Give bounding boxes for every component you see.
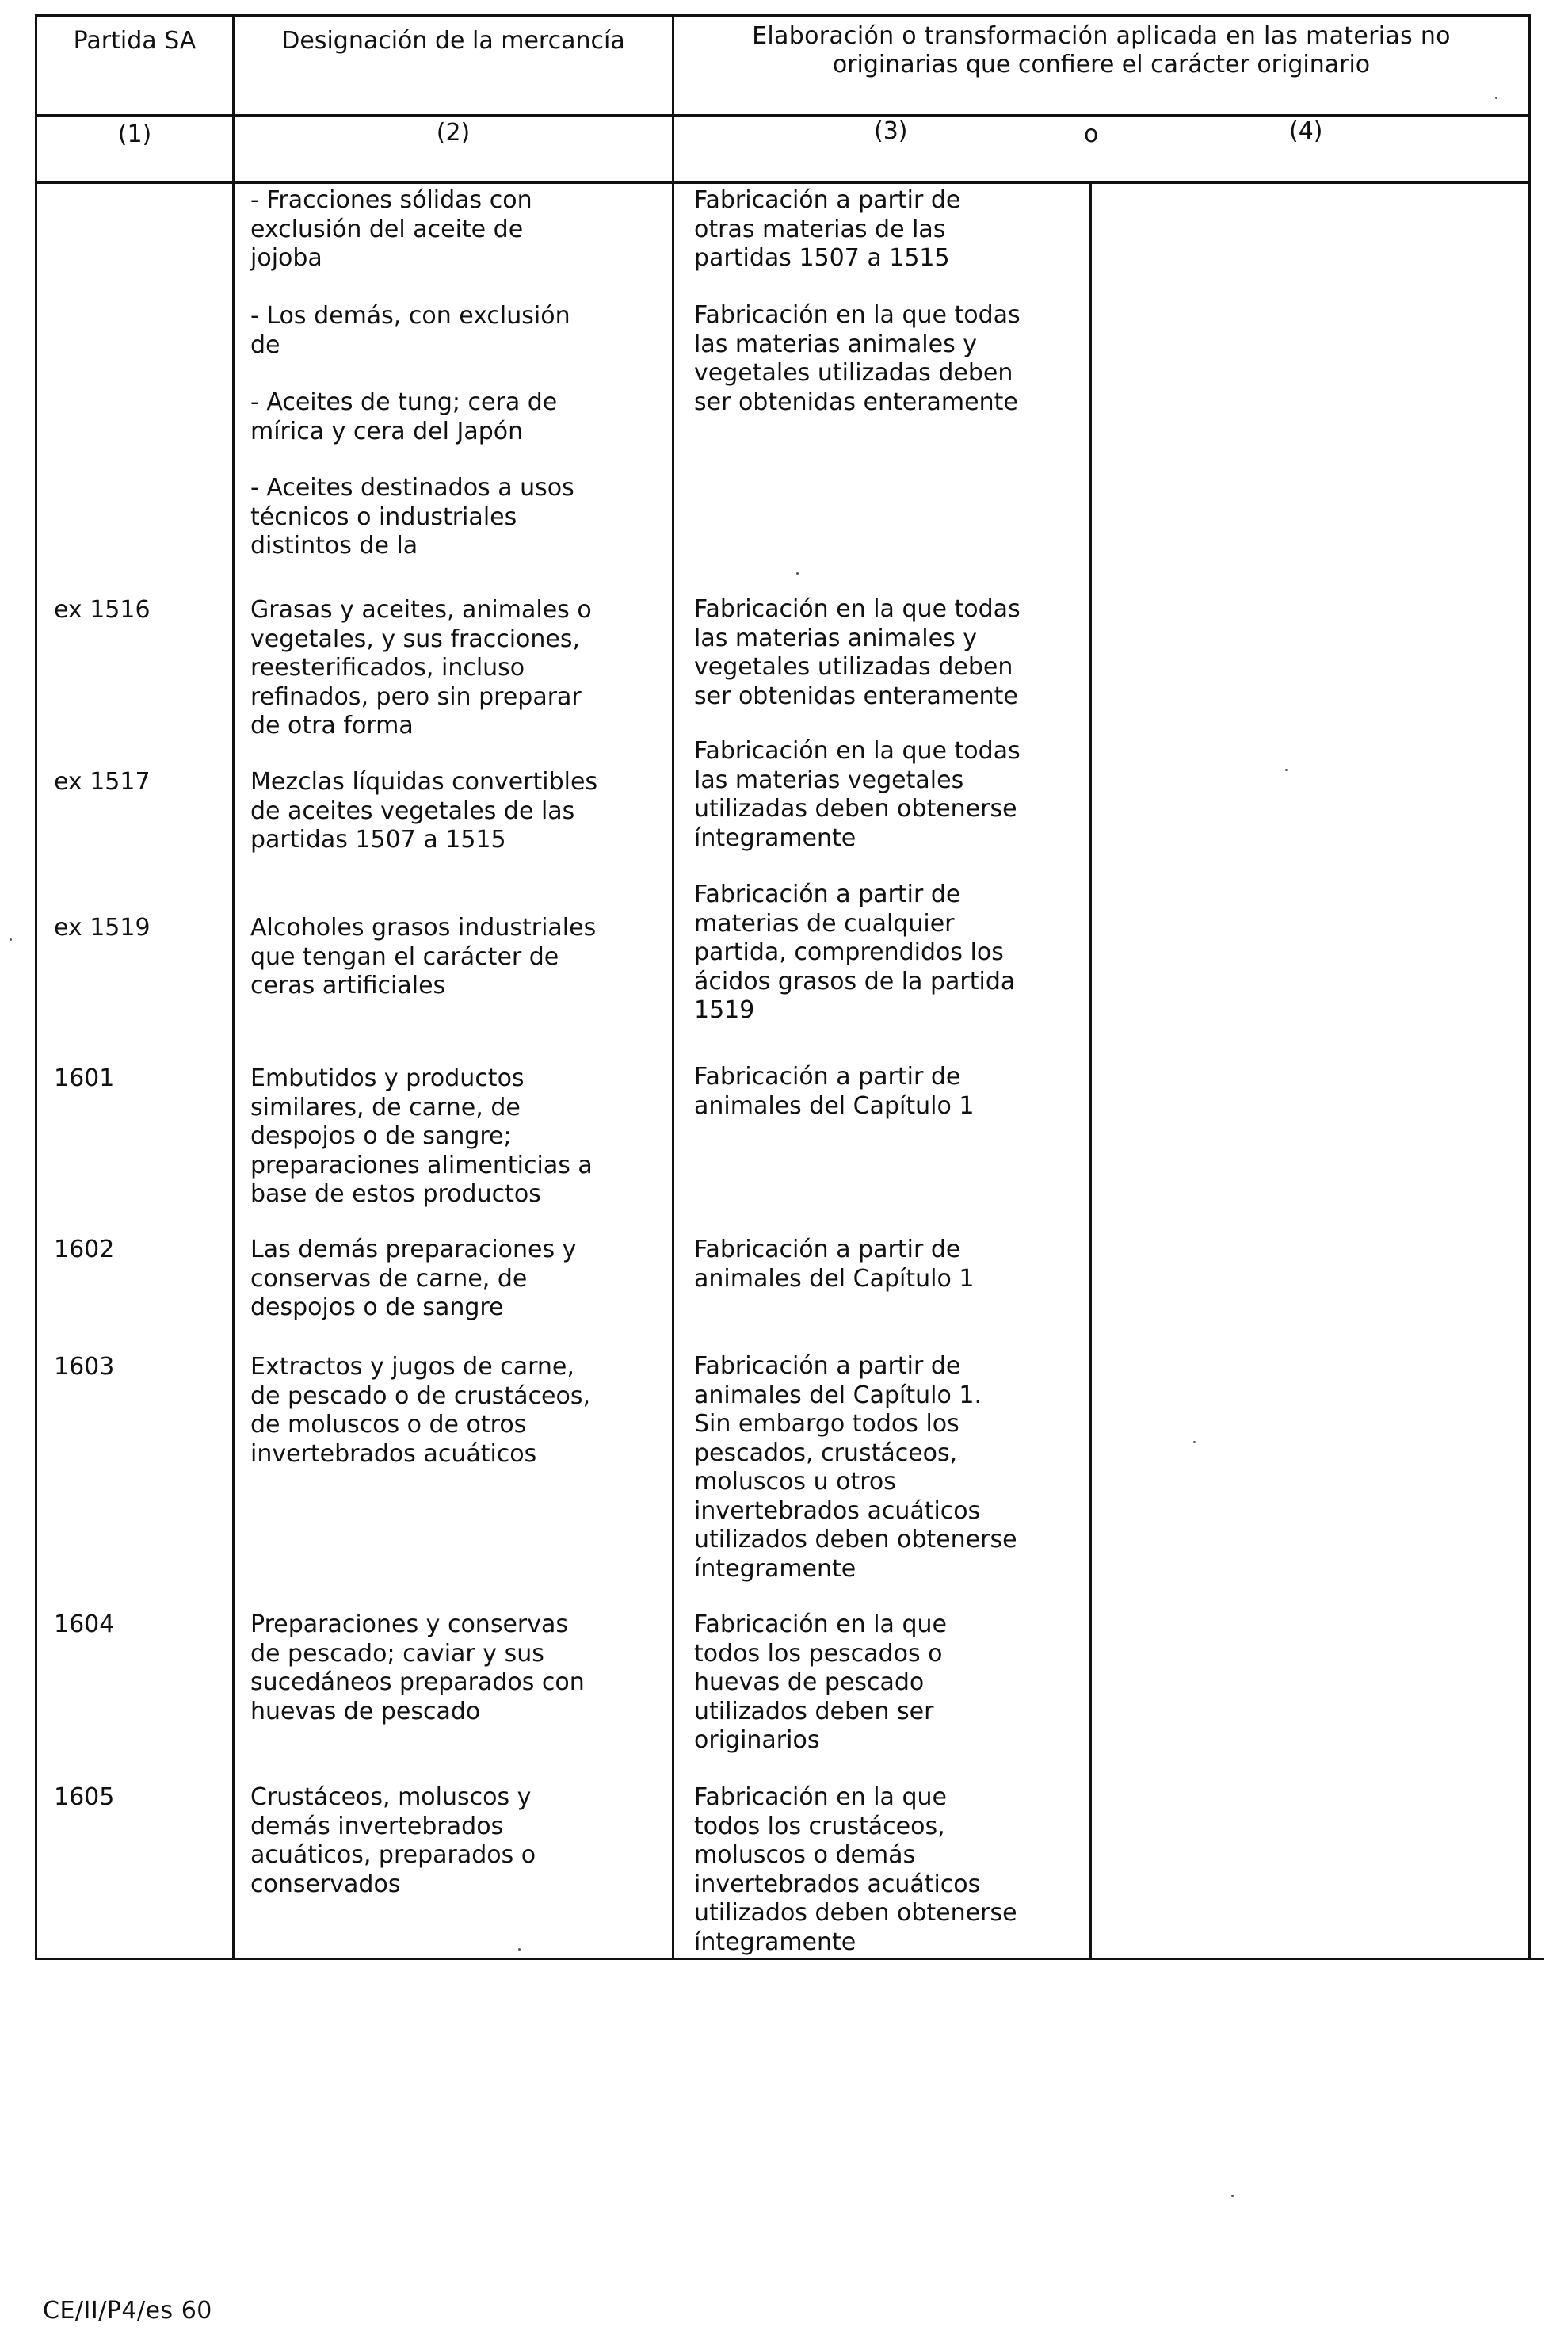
row-designacion-text: - Los demás, con exclusión de: [250, 302, 570, 359]
row-partida-code: ex 1517: [54, 768, 151, 796]
row-designacion-text: Preparaciones y conservas de pescado; caviar y sus sucedáneos preparados con huevas de pescado: [250, 1610, 585, 1725]
header-designacion: Designación de la mercancía: [281, 27, 625, 55]
row-elaboracion-rule: Fabricación en la que todos los pescados o huevas de pescado utilizados deben ser originarios: [694, 1610, 947, 1754]
row-designacion-text: - Fracciones sólidas con exclusión del aceite de jojoba: [250, 186, 532, 272]
row-elaboracion-rule: Fabricación en la que todos los crustáceos, moluscos o demás invertebrados acuáticos utilizados deben obtenerse íntegramente: [694, 1783, 1017, 1956]
scan-speck: [1285, 769, 1288, 771]
column-number-3: (3): [874, 117, 908, 145]
column-number-4: (4): [1289, 117, 1323, 145]
header-bottom-border: [35, 114, 1531, 117]
header-elaboracion-line1: Elaboración o transformación aplicada en las materias no: [752, 22, 1451, 50]
row-partida-code: ex 1516: [54, 596, 151, 624]
scan-speck: [1193, 1441, 1196, 1443]
row-designacion-text: - Aceites destinados a usos técnicos o industriales distintos de la: [250, 474, 574, 560]
row-designacion-text: Alcoholes grasos industriales que tengan el carácter de ceras artificiales: [250, 914, 597, 999]
table-bottom-border: [35, 1958, 1544, 1960]
scan-speck: [518, 1948, 521, 1951]
row-elaboracion-rule: Fabricación a partir de materias de cualquier partida, comprendidos los ácidos grasos de la partida 1519: [694, 881, 1016, 1024]
row-elaboracion-rule: Fabricación a partir de animales del Capítulo 1: [694, 1236, 975, 1293]
row-designacion-text: Crustáceos, moluscos y demás invertebrados acuáticos, preparados o conservados: [250, 1783, 536, 1898]
column-number-2: (2): [436, 119, 471, 147]
row-elaboracion-rule: Fabricación en la que todas las materias vegetales utilizadas deben obtenerse íntegramente: [694, 737, 1021, 852]
col2-col3-divider: [672, 14, 674, 1960]
row-partida-code: 1605: [54, 1783, 115, 1811]
row-designacion-text: Grasas y aceites, animales o vegetales, y sus fracciones, reesterificados, incluso refinados, pero sin preparar de otra forma: [250, 596, 592, 739]
table-right-border: [1528, 14, 1531, 1960]
row-designacion-text: Embutidos y productos similares, de carne, de despojos o de sangre; preparaciones alimenticias a base de estos productos: [250, 1064, 593, 1208]
row-partida-code: ex 1519: [54, 914, 151, 942]
row-elaboracion-rule: Fabricación a partir de animales del Capítulo 1. Sin embargo todos los pescados, crustáceos, moluscos u otros invertebrados acuáticos utilizados deben obtenerse íntegramente: [694, 1352, 1017, 1583]
table-top-border: [35, 14, 1531, 17]
row-partida-code: 1601: [54, 1064, 115, 1092]
row-partida-code: 1603: [54, 1353, 115, 1381]
row-designacion-text: - Aceites de tung; cera de mírica y cera del Japón: [250, 388, 558, 445]
row-designacion-text: Mezclas líquidas convertibles de aceites vegetales de las partidas 1507 a 1515: [250, 768, 598, 854]
table-left-border: [35, 14, 37, 1960]
page-footer-reference: CE/II/P4/es 60: [43, 2297, 212, 2325]
row-designacion-text: Las demás preparaciones y conservas de carne, de despojos o de sangre: [250, 1236, 577, 1321]
row-elaboracion-rule: Fabricación a partir de otras materias de las partidas 1507 a 1515: [694, 186, 961, 272]
scan-speck: [1231, 2195, 1234, 2197]
row-partida-code: 1604: [54, 1610, 115, 1638]
scan-speck: [796, 572, 799, 575]
row-elaboracion-rule: Fabricación en la que todas las materias animales y vegetales utilizadas deben ser obtenidas enteramente: [694, 595, 1021, 710]
row-partida-code: 1602: [54, 1236, 115, 1263]
column-or-separator: o: [1084, 120, 1099, 148]
col3-col4-divider: [1089, 181, 1092, 1960]
scan-speck: [1495, 97, 1497, 99]
row-elaboracion-rule: Fabricación en la que todas las materias animales y vegetales utilizadas deben ser obtenidas enteramente: [694, 301, 1021, 416]
row-designacion-text: Extractos y jugos de carne, de pescado o de crustáceos, de moluscos o de otros invertebrados acuáticos: [250, 1353, 590, 1468]
col1-col2-divider: [232, 14, 235, 1960]
scan-speck: [10, 938, 12, 941]
header-elaboracion-line2: originarias que confiere el carácter originario: [832, 51, 1371, 78]
row-elaboracion-rule: Fabricación a partir de animales del Capítulo 1: [694, 1063, 975, 1120]
column-number-1: (1): [117, 120, 152, 148]
number-row-bottom-border: [35, 181, 1531, 184]
header-partida-sa: Partida SA: [73, 27, 196, 55]
